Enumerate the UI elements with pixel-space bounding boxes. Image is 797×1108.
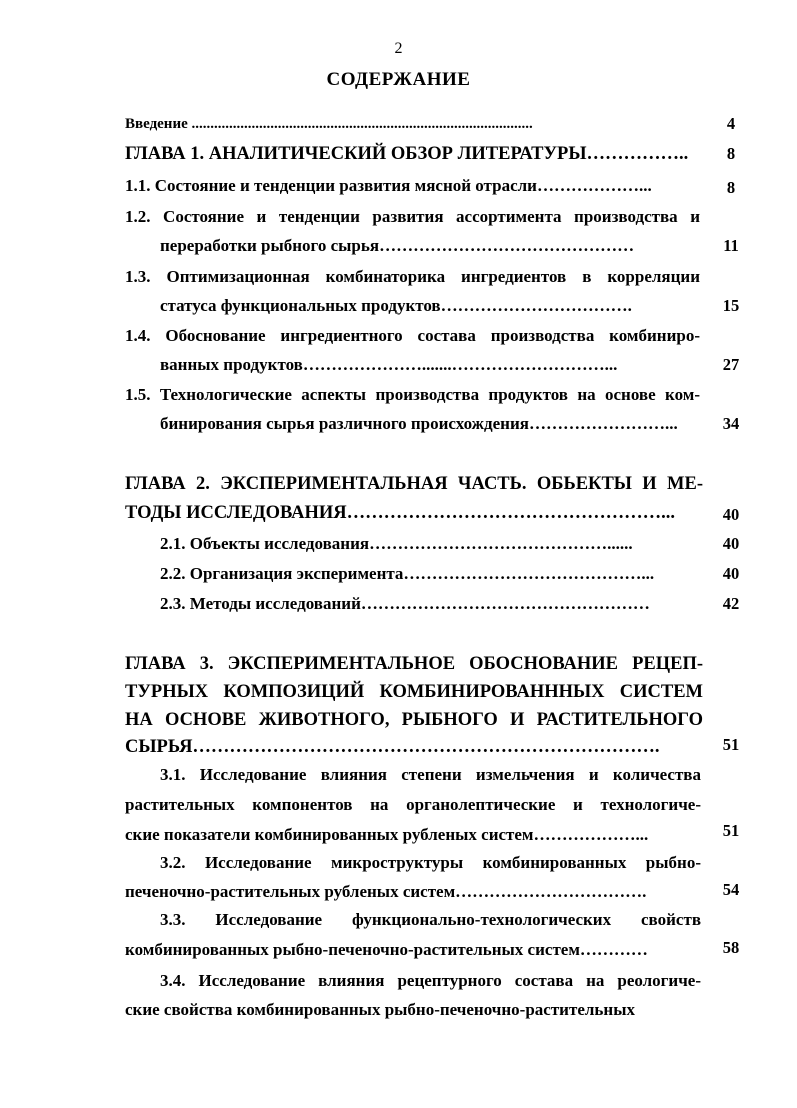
toc-page: 51 xyxy=(722,821,740,840)
toc-line: переработки рыбного сырья……………………………………… xyxy=(160,236,635,255)
toc-line: 3.4. Исследование влияния рецептурного состава на реологиче- xyxy=(160,971,701,990)
toc-page: 40 xyxy=(722,505,740,524)
toc-line: комбинированных рыбно-печеночно-растительных систем………… xyxy=(125,940,648,959)
toc-line: Введение ........................................................................................... xyxy=(125,116,533,132)
toc-line: 2.3. Методы исследований…………………………………………… xyxy=(160,594,650,613)
toc-page: 11 xyxy=(723,236,739,255)
page-title: СОДЕРЖАНИЕ xyxy=(326,69,471,90)
toc-page: 51 xyxy=(722,735,740,754)
toc-page: 8 xyxy=(726,144,736,163)
toc-line: 1.1. Состояние и тенденции развития мясной отрасли………………... xyxy=(125,176,652,195)
toc-line: печеночно-растительных рубленых систем……………………………. xyxy=(125,882,647,901)
toc-page: 54 xyxy=(722,880,740,899)
toc-line: 1.5. Технологические аспекты производства продуктов на основе ком- xyxy=(125,385,700,404)
toc-line: ТУРНЫХ КОМПОЗИЦИЙ КОМБИНИРОВАНННЫХ СИСТЕМ xyxy=(125,682,703,702)
toc-line: статуса функциональных продуктов……………………………. xyxy=(160,296,632,315)
toc-page: 8 xyxy=(726,178,736,197)
toc-page: 15 xyxy=(722,296,740,315)
toc-page: 4 xyxy=(726,114,736,133)
toc-line: ГЛАВА 2. ЭКСПЕРИМЕНТАЛЬНАЯ ЧАСТЬ. ОБЬЕКТЫ И МЕ- xyxy=(125,474,703,494)
toc-line: ские свойства комбинированных рыбно-печеночно-растительных xyxy=(125,1000,635,1019)
toc-line: ГЛАВА 1. АНАЛИТИЧЕСКИЙ ОБЗОР ЛИТЕРАТУРЫ…………….. xyxy=(125,144,689,164)
toc-page: 40 xyxy=(722,534,740,553)
toc-line: 2.2. Организация эксперимента……………………………………... xyxy=(160,564,655,583)
toc-page: 34 xyxy=(722,414,740,433)
toc-page: 42 xyxy=(722,594,740,613)
toc-line: 1.2. Состояние и тенденции развития ассортимента производства и xyxy=(125,207,700,226)
toc-line: ТОДЫ ИССЛЕДОВАНИЯ……………………………………………... xyxy=(125,503,676,523)
toc-line: 1.3. Оптимизационная комбинаторика ингредиентов в корреляции xyxy=(125,267,700,286)
toc-line: бинирования сырья различного происхождения……………………... xyxy=(160,414,678,433)
toc-page: 58 xyxy=(722,938,740,957)
toc-page: 27 xyxy=(722,355,740,374)
toc-line: ванных продуктов………………….......………………………... xyxy=(160,355,618,374)
toc-line: ГЛАВА 3. ЭКСПЕРИМЕНТАЛЬНОЕ ОБОСНОВАНИЕ РЕЦЕП- xyxy=(125,654,703,674)
toc-line: растительных компонентов на органолептические и технологиче- xyxy=(125,795,701,814)
toc-page: 40 xyxy=(722,564,740,583)
toc-line: 3.2. Исследование микроструктуры комбинированных рыбно- xyxy=(160,853,701,872)
toc-line: 3.3. Исследование функционально-технологических свойств xyxy=(160,910,701,929)
toc-line: 2.1. Объекты исследования……………………………………...... xyxy=(160,534,633,553)
toc-line: ские показатели комбинированных рубленых систем………………... xyxy=(125,825,649,844)
toc-line: 3.1. Исследование влияния степени измельчения и количества xyxy=(160,765,701,784)
toc-line: НА ОСНОВЕ ЖИВОТНОГО, РЫБНОГО И РАСТИТЕЛЬНОГО xyxy=(125,710,703,730)
toc-line: 1.4. Обоснование ингредиентного состава производства комбиниро- xyxy=(125,326,700,345)
toc-line: СЫРЬЯ…………………………………………………………………. xyxy=(125,737,660,757)
page-number: 2 xyxy=(394,40,403,57)
